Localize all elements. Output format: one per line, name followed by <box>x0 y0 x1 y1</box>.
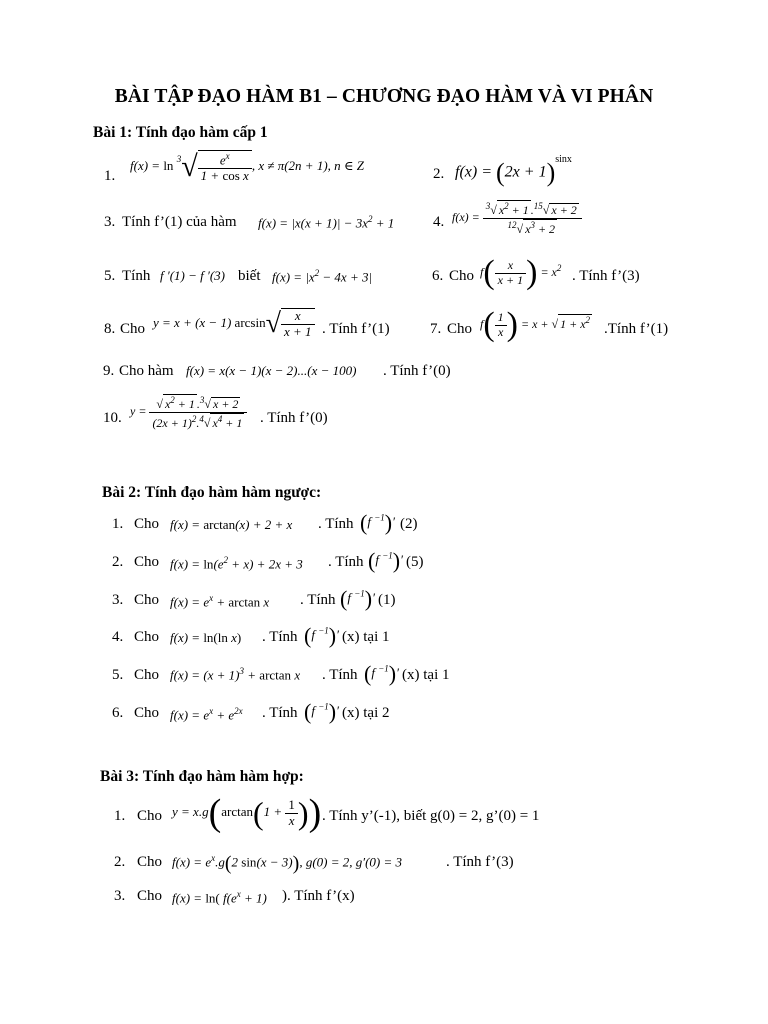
item-label: 8. <box>104 321 116 337</box>
item-mid: . Tính <box>328 554 364 570</box>
item-mid: . Tính <box>262 705 298 721</box>
item-label: 1. <box>104 168 116 184</box>
formula-b2-5: $f(x) = (x + 1)^3 + \arctan x$ <box>170 666 301 683</box>
item-label: 9. <box>103 363 115 379</box>
section-heading-bai2: Bài 2: Tính đạo hàm hàm ngược: <box>102 484 322 501</box>
formula-10: y = $\frac{√ x^2 + 1 .^3√ x + 2}{(2x + 1)^2.^4√ x^4 + 1}$ <box>130 394 247 431</box>
item-label: 3. <box>104 214 116 230</box>
inverse-f: (f $^{-1}$)′ <box>360 510 395 535</box>
item-mid: . Tính <box>262 629 298 645</box>
item-after: (1) <box>378 592 396 608</box>
formula-5b: $f(x) = |x^2 - 4x + 3|$ <box>272 268 373 285</box>
page-title: BÀI TẬP ĐẠO HÀM B1 – CHƯƠNG ĐẠO HÀM VÀ VI PHÂN <box>114 86 654 107</box>
inverse-f: (f $^{-1}$)′ <box>304 623 339 648</box>
item-after: . Tính f’(0) <box>260 410 328 426</box>
item-after: (x) tại 1 <box>402 667 450 683</box>
item-text: Cho hàm <box>119 363 174 379</box>
formula-4: f(x) = $\frac{^3√ x^2 + 1 .^{15}√ x + 2}{^{12}√ x^3 + 2}$ <box>452 200 582 237</box>
formula-7: f( $\frac{1}{x}$ ) = x + √ $1 + x^2$ <box>480 306 591 343</box>
item-label: 1. <box>112 516 124 532</box>
item-label: 4. <box>433 214 445 230</box>
item-after: .Tính f’(1) <box>604 321 669 337</box>
item-text: Cho <box>134 629 160 645</box>
item-mid: . Tính <box>300 592 336 608</box>
formula-6: f( $\frac{x}{x + 1}$ ) = $x^2$ <box>480 254 562 291</box>
formula-b2-4: f(x) = ln(ln x) <box>170 630 242 645</box>
item-after: . Tính y’(-1), biết g(0) = 2, g’(0) = 1 <box>322 808 540 824</box>
item-after: biết <box>238 268 261 284</box>
item-after: . Tính f’(3) <box>446 854 514 870</box>
formula-1: f(x) = ln $^3$√ $\frac{e^x}{\text{1 + cos x}}$ , x ≠ π(2n + 1), n ∈ Z <box>130 150 365 184</box>
formula-3: $f(x) = |x(x + 1)| - 3x^2 + 1$ <box>258 214 395 231</box>
item-after: (x) tại 1 <box>342 629 390 645</box>
formula-5a: f ′(1) − f ′(3) <box>160 268 225 283</box>
item-label: 3. <box>112 592 124 608</box>
item-text: Cho <box>137 808 163 824</box>
formula-8: y = x + (x − 1) arcsin√ $\frac{x}{x + 1}$ <box>153 308 315 340</box>
section-heading-bai1: Bài 1: Tính đạo hàm cấp 1 <box>93 124 268 141</box>
item-after: ). Tính f’(x) <box>282 888 355 904</box>
formula-9: f(x) = x(x − 1)(x − 2)...(x − 100) <box>186 363 357 378</box>
item-label: 10. <box>103 410 122 426</box>
item-label: 6. <box>432 268 444 284</box>
item-text: Cho <box>134 554 160 570</box>
item-text: Cho <box>134 516 160 532</box>
formula-b2-1: f(x) = arctan(x) + 2 + x <box>170 517 293 532</box>
inverse-f: (f $^{-1}$)′ <box>368 548 403 573</box>
item-after: (x) tại 2 <box>342 705 390 721</box>
item-label: 6. <box>112 705 124 721</box>
inverse-f: (f $^{-1}$)′ <box>304 699 339 724</box>
inverse-f: (f $^{-1}$)′ <box>340 586 375 611</box>
item-text: Cho <box>134 667 160 683</box>
item-after: . Tính f’(3) <box>572 268 640 284</box>
item-text: Tính <box>122 268 151 284</box>
formula-b3-1: y = x.g(arctan(1 + $\frac{1}{x}$ )) <box>172 792 322 834</box>
item-after: (2) <box>400 516 418 532</box>
item-label: 1. <box>114 808 126 824</box>
item-label: 2. <box>433 166 445 182</box>
item-text: Cho <box>137 854 163 870</box>
item-label: 2. <box>112 554 124 570</box>
item-label: 7. <box>430 321 442 337</box>
item-after: (5) <box>406 554 424 570</box>
item-text: Tính f’(1) của hàm <box>122 214 237 230</box>
item-label: 4. <box>112 629 124 645</box>
formula-b2-6: $f(x) = e^x + e^{2x}$ <box>170 706 243 723</box>
item-text: Cho <box>447 321 473 337</box>
formula-2: $f(x) = (2x + 1)^{sinx}$ <box>455 154 572 187</box>
item-after: . Tính f’(0) <box>383 363 451 379</box>
item-mid: . Tính <box>322 667 358 683</box>
item-text: Cho <box>134 705 160 721</box>
item-text: Cho <box>137 888 163 904</box>
item-label: 2. <box>114 854 126 870</box>
item-text: Cho <box>134 592 160 608</box>
formula-b2-2: $f(x) = \ln(e^2 + x) + 2x + 3$ <box>170 555 303 572</box>
item-after: . Tính f’(1) <box>322 321 390 337</box>
inverse-f: (f $^{-1}$)′ <box>364 661 399 686</box>
item-label: 5. <box>112 667 124 683</box>
item-text: Cho <box>449 268 475 284</box>
item-label: 5. <box>104 268 116 284</box>
item-mid: . Tính <box>318 516 354 532</box>
item-text: Cho <box>120 321 146 337</box>
formula-b2-3: $f(x) = e^x + \arctan x$ <box>170 593 270 610</box>
section-heading-bai3: Bài 3: Tính đạo hàm hàm hợp: <box>100 768 304 785</box>
item-label: 3. <box>114 888 126 904</box>
formula-b3-3: f(x) = ln( $f(e^x + 1)$ <box>172 889 267 906</box>
formula-b3-2: $f(x) = e^x.g(2$ sin(x − 3)), g(0) = 2, g′(0) = 3 <box>172 852 403 875</box>
